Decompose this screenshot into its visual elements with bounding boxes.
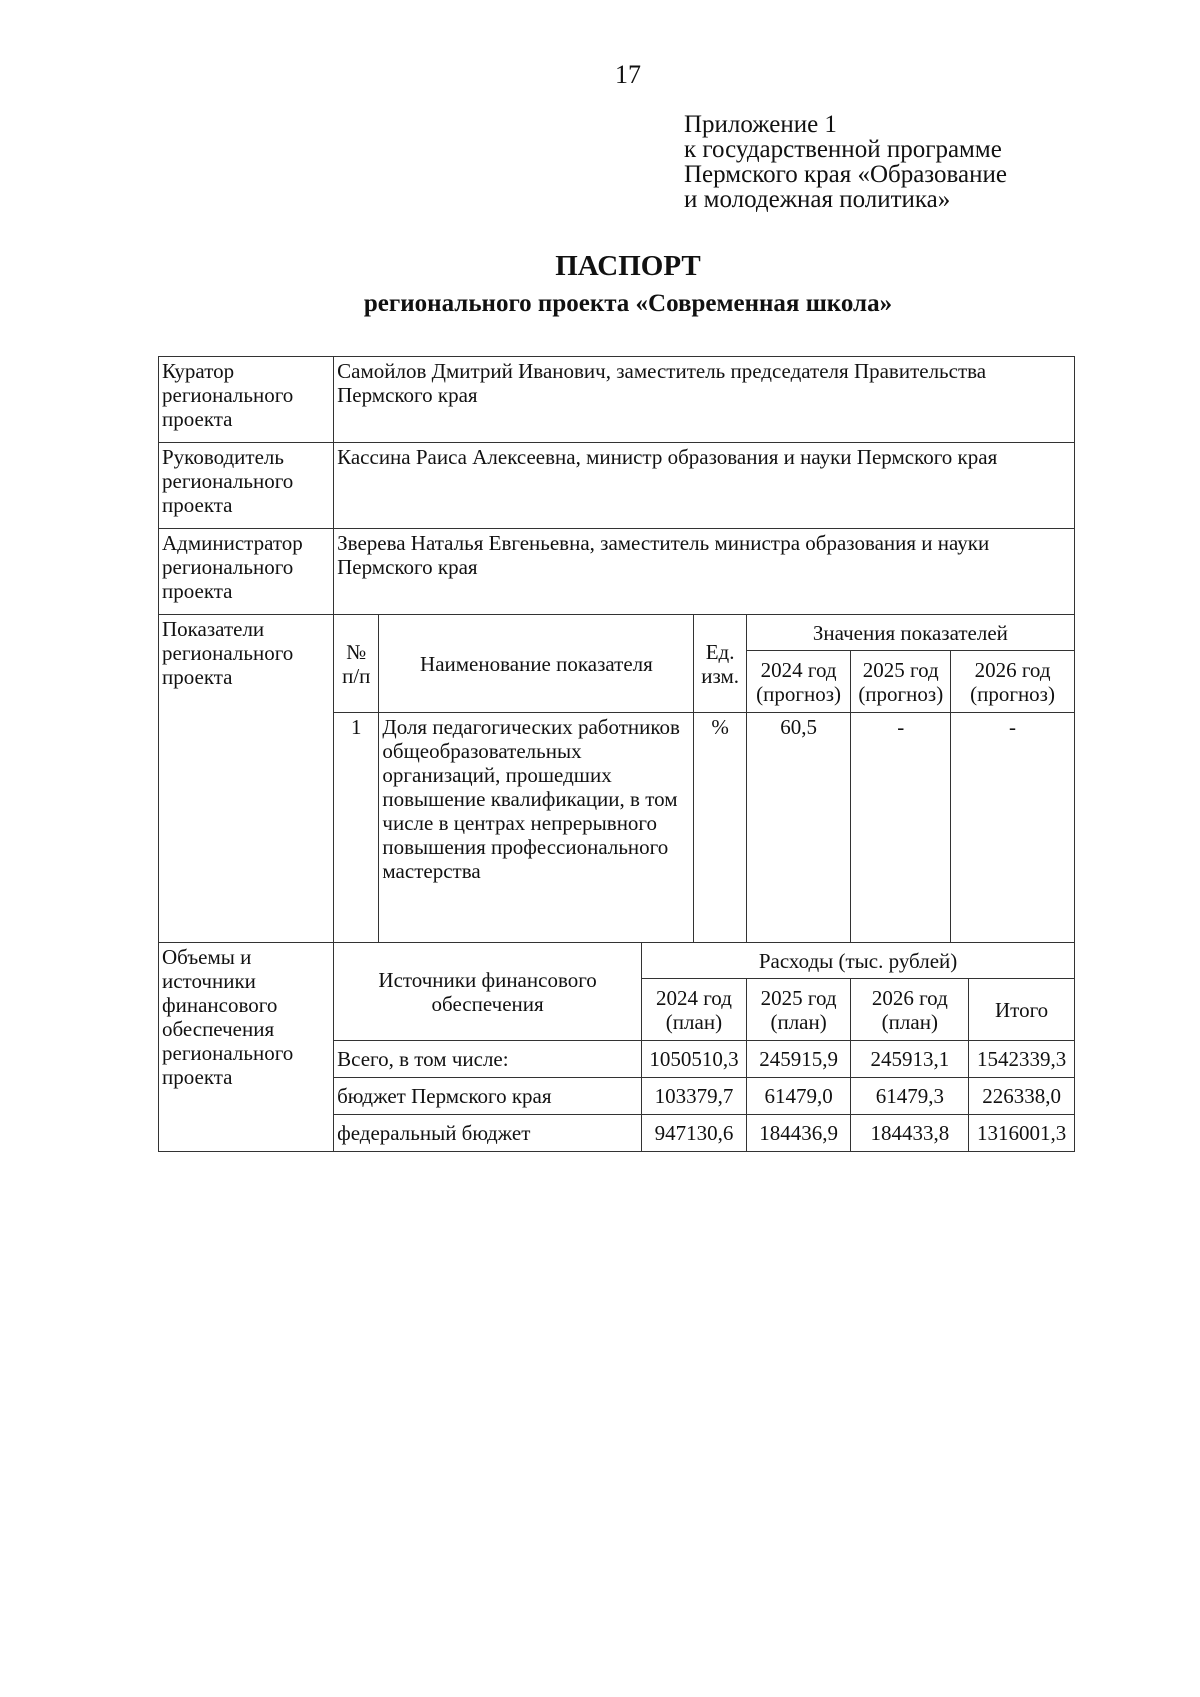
document-subtitle: регионального проекта «Современная школа» [363, 290, 893, 317]
finance-value-total: 1542339,3 [969, 1041, 1075, 1078]
indicators-header-row [159, 615, 1075, 651]
finance-header-row [159, 943, 1075, 979]
col-values-header: Значения показателей [746, 615, 1074, 651]
appendix-line: к государственной программе [684, 136, 1002, 163]
year-2024-forecast: 2024 год (прогноз) [746, 651, 851, 713]
page-number: 17 [615, 60, 641, 89]
year-2025-forecast: 2025 год (прогноз) [851, 651, 951, 713]
finance-source: Всего, в том числе: [334, 1041, 642, 1078]
finance-value-2025: 245915,9 [746, 1041, 851, 1078]
year-2026-forecast: 2026 год (прогноз) [951, 651, 1075, 713]
col-source-header: Источники финансового обеспечения [334, 943, 642, 1041]
finance-value-2024: 103379,7 [642, 1078, 747, 1115]
head-value: Кассина Раиса Алексеевна, министр образования и науки Пермского края [334, 443, 1075, 529]
finance-source: бюджет Пермского края [334, 1078, 642, 1115]
finance-value-2024: 947130,6 [642, 1115, 747, 1152]
indicator-name: Доля педагогических работников общеобразовательных организаций, прошедших повышение квалификации, в том числе в центрах непрерывного повышения профессионального мастерства [379, 713, 694, 943]
finance-value-2024: 1050510,3 [642, 1041, 747, 1078]
year-2026-plan: 2026 год (план) [851, 979, 969, 1041]
finance-value-total: 226338,0 [969, 1078, 1075, 1115]
appendix-line: Пермского края «Образование [684, 161, 1007, 188]
passport-table [158, 356, 1075, 1152]
row-admin [159, 529, 1075, 615]
appendix-line: и молодежная политика» [684, 186, 951, 213]
finance-value-2025: 184436,9 [746, 1115, 851, 1152]
admin-label: Администратор регионального проекта [159, 529, 334, 615]
col-name-header: Наименование показателя [379, 615, 694, 713]
finance-value-total: 1316001,3 [969, 1115, 1075, 1152]
year-2024-plan: 2024 год (план) [642, 979, 747, 1041]
finance-label: Объемы и источники финансового обеспечения регионального проекта [159, 943, 334, 1152]
indicator-no: 1 [334, 713, 379, 943]
indicator-value-2025: - [851, 713, 951, 943]
curator-value: Самойлов Дмитрий Иванович, заместитель председателя Правительства Пермского края [334, 357, 1075, 443]
document-title: ПАСПОРТ [555, 250, 701, 282]
total-header: Итого [969, 979, 1075, 1041]
finance-value-2025: 61479,0 [746, 1078, 851, 1115]
indicator-value-2026: - [951, 713, 1075, 943]
curator-label: Куратор регионального проекта [159, 357, 334, 443]
finance-value-2026: 245913,1 [851, 1041, 969, 1078]
indicators-label: Показатели регионального проекта [159, 615, 334, 943]
year-2025-plan: 2025 год (план) [746, 979, 851, 1041]
col-expenses-header: Расходы (тыс. рублей) [642, 943, 1075, 979]
row-curator [159, 357, 1075, 443]
row-head [159, 443, 1075, 529]
admin-value: Зверева Наталья Евгеньевна, заместитель министра образования и науки Пермского края [334, 529, 1075, 615]
indicator-unit: % [694, 713, 746, 943]
head-label: Руководитель регионального проекта [159, 443, 334, 529]
col-unit-header: Ед. изм. [694, 615, 746, 713]
appendix-line: Приложение 1 [684, 111, 837, 138]
col-no-header: № п/п [334, 615, 379, 713]
indicator-value-2024: 60,5 [746, 713, 851, 943]
appendix-note [684, 112, 1007, 212]
finance-source: федеральный бюджет [334, 1115, 642, 1152]
finance-value-2026: 61479,3 [851, 1078, 969, 1115]
finance-value-2026: 184433,8 [851, 1115, 969, 1152]
